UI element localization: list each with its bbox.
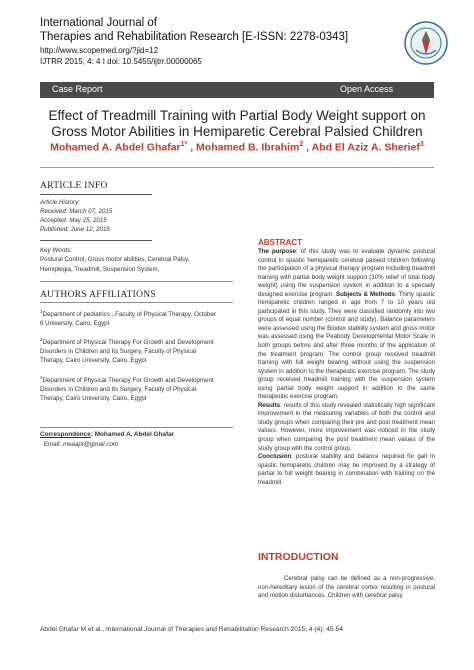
subjects-text: : Thirty spastic hemiparetic children ranged in age from 7 to 10 years old participated in this study. They were classified randomly into two groups of equal number (control and study). Balance parameters were assessed using the Biodex stability system and gross motor was assessed using the Peabody Developmental Motor Scale in both groups before and after three months of the application of the treatment program. The control group received treadmill training with full weight bearing without using the suspension system in addition to the therapeutic exercise program. The study group received treadmill training with the suspension system using partial body weight support in addition to the same therapeutic exercise program. — [258, 290, 435, 401]
keywords-line1: Postural Control, Gross motor abilities, Cerebral Palsy, — [40, 256, 190, 263]
purpose-text: : of this study was to evaluate dynamic postural control in spastic hemiparetic cerebral palsied children following the participation of a physical therapy program including treadmill training with partial body weight support (30% relief of total body weight) using the suspension system in addition to a specially designed exercise program. — [258, 248, 435, 298]
affiliations-heading: AUTHORS AFFILIATIONS — [40, 290, 157, 300]
author-3: Abd El Aziz A. Sherief — [311, 141, 420, 154]
author-list — [40, 141, 434, 154]
page-footer — [40, 626, 343, 633]
author-sep: , — [303, 141, 312, 154]
correspondence-name: : Mohamed A. Abdel Ghafar — [90, 431, 175, 438]
article-info-rule — [40, 194, 152, 195]
results-label: Results — [258, 401, 281, 409]
email-address[interactable]: meaapt@gmail.com — [62, 441, 119, 448]
aff3-line1: Department of Physical Therapy For Growth and Development — [42, 377, 214, 385]
aff2-line3: Therapy, Cairo University, Cairo, Egypt — [40, 357, 147, 365]
article-type-bar — [40, 82, 434, 98]
conclusion-label: Conclusion — [258, 453, 292, 461]
subjects-label: Subjects & Methods — [336, 290, 396, 298]
footer-citation: International Journal of Therapies and Rehabilitation Research 2015; 4 (4): 45-54 — [104, 626, 344, 633]
email-label: Email: — [44, 441, 62, 448]
accepted-date: Accepted: May 25, 2015 — [40, 217, 107, 224]
aff3-line3: Therapy, Cairo University, Cairo, Egypt — [40, 395, 147, 403]
correspondence-email-row — [44, 441, 118, 448]
article-info-heading: ARTICLE INFO — [40, 181, 108, 191]
correspondence-label: Correspondence — [40, 431, 91, 438]
introduction-heading: INTRODUCTION — [258, 551, 339, 563]
affiliations-rule — [40, 302, 233, 303]
keywords-rule — [40, 240, 152, 241]
aff1-sup: 1 — [40, 309, 43, 314]
aff1-line2: 6 University, Cairo, Egypt — [40, 320, 110, 328]
abstract-heading: ABSTRACT — [258, 238, 302, 247]
paper-title-line1: Effect of Treadmill Training with Partial Body Weight support on — [48, 108, 426, 123]
conclusion-text: : postural stability and balance required for gait in spastic hemiparetic children may be improved by a strategy of partial to full weight bearing in combination with training on the treadmill. — [258, 453, 435, 486]
aff1-line1: Department of pediatrics , Faculty of Physical Therapy, October — [42, 311, 216, 319]
author-2: Mohamed B. Ibrahim — [196, 141, 300, 154]
affiliation-3 — [40, 375, 214, 402]
keywords-label: Key Words: — [40, 247, 72, 254]
published-date: Published: June 12, 2015 — [40, 226, 110, 233]
author-2-sup: 2 — [299, 141, 304, 148]
paper-title-line2: Gross Motor Abilities in Hemiparetic Cerebral Palsied Children — [51, 124, 423, 139]
aff3-sup: 3 — [40, 375, 43, 380]
affiliation-1 — [40, 309, 216, 327]
article-history-label: Article History: — [40, 199, 80, 206]
purpose-label: The purpose — [258, 248, 296, 255]
title-divider — [40, 167, 434, 168]
introduction-body — [258, 575, 435, 601]
open-access-label: Open Access — [340, 84, 394, 94]
aff3-line2: Disorders in Children and Its Surgery, Faculty of Physical — [40, 386, 197, 394]
journal-url[interactable]: http://www.scopemed.org/?jid=12 — [40, 46, 159, 55]
received-date: Received: March 07, 2015 — [40, 208, 113, 215]
journal-name-line1: International Journal of — [40, 17, 157, 29]
aff2-line2: Disorders in Children and Its Surgery, Faculty of Physical — [40, 348, 197, 356]
introduction-text: Cerebral palsy can be defined as a non-progressive, non-hereditary lesion of the cerebral cortex resulting in postural and motion disturbances. Children with cerebral palsy — [258, 575, 435, 600]
keywords-line2: Hemiplegia, Treadmill, Suspension System. — [40, 266, 160, 273]
case-report-label: Case Report — [52, 84, 103, 94]
keywords-bottom-rule — [40, 281, 233, 282]
journal-name-line2: Therapies and Rehabilitation Research [E-ISSN: 2278-0343] — [40, 31, 349, 43]
correspondence-rule — [40, 427, 233, 428]
journal-citation: IJTRR 2015, 4: 4 I doi: 10.5455/ijtrr.00000065 — [40, 57, 202, 66]
author-1: Mohamed A. Abdel Ghafar — [50, 141, 181, 154]
author-1-sup: 1* — [180, 141, 188, 148]
journal-seal-logo — [403, 20, 449, 66]
abstract-body — [258, 248, 435, 487]
correspondence — [40, 431, 174, 438]
results-text: : results of this study revealed statistically high significant improvement in the measuring variables of both the control and study groups when comparing their pre and post treatment mean values. However, more improvement was noticed in the study group when comparing the post treatment mean values of the study group with the control group. — [258, 401, 435, 452]
footer-author: Abdel Ghafar M et al., — [40, 626, 105, 633]
aff2-sup: 2 — [40, 337, 43, 342]
affiliation-2 — [40, 337, 214, 364]
author-3-sup: 3 — [419, 141, 424, 148]
author-sep: , — [187, 141, 197, 154]
aff2-line1: Department of Physical Therapy For Growth and Development — [42, 339, 214, 347]
